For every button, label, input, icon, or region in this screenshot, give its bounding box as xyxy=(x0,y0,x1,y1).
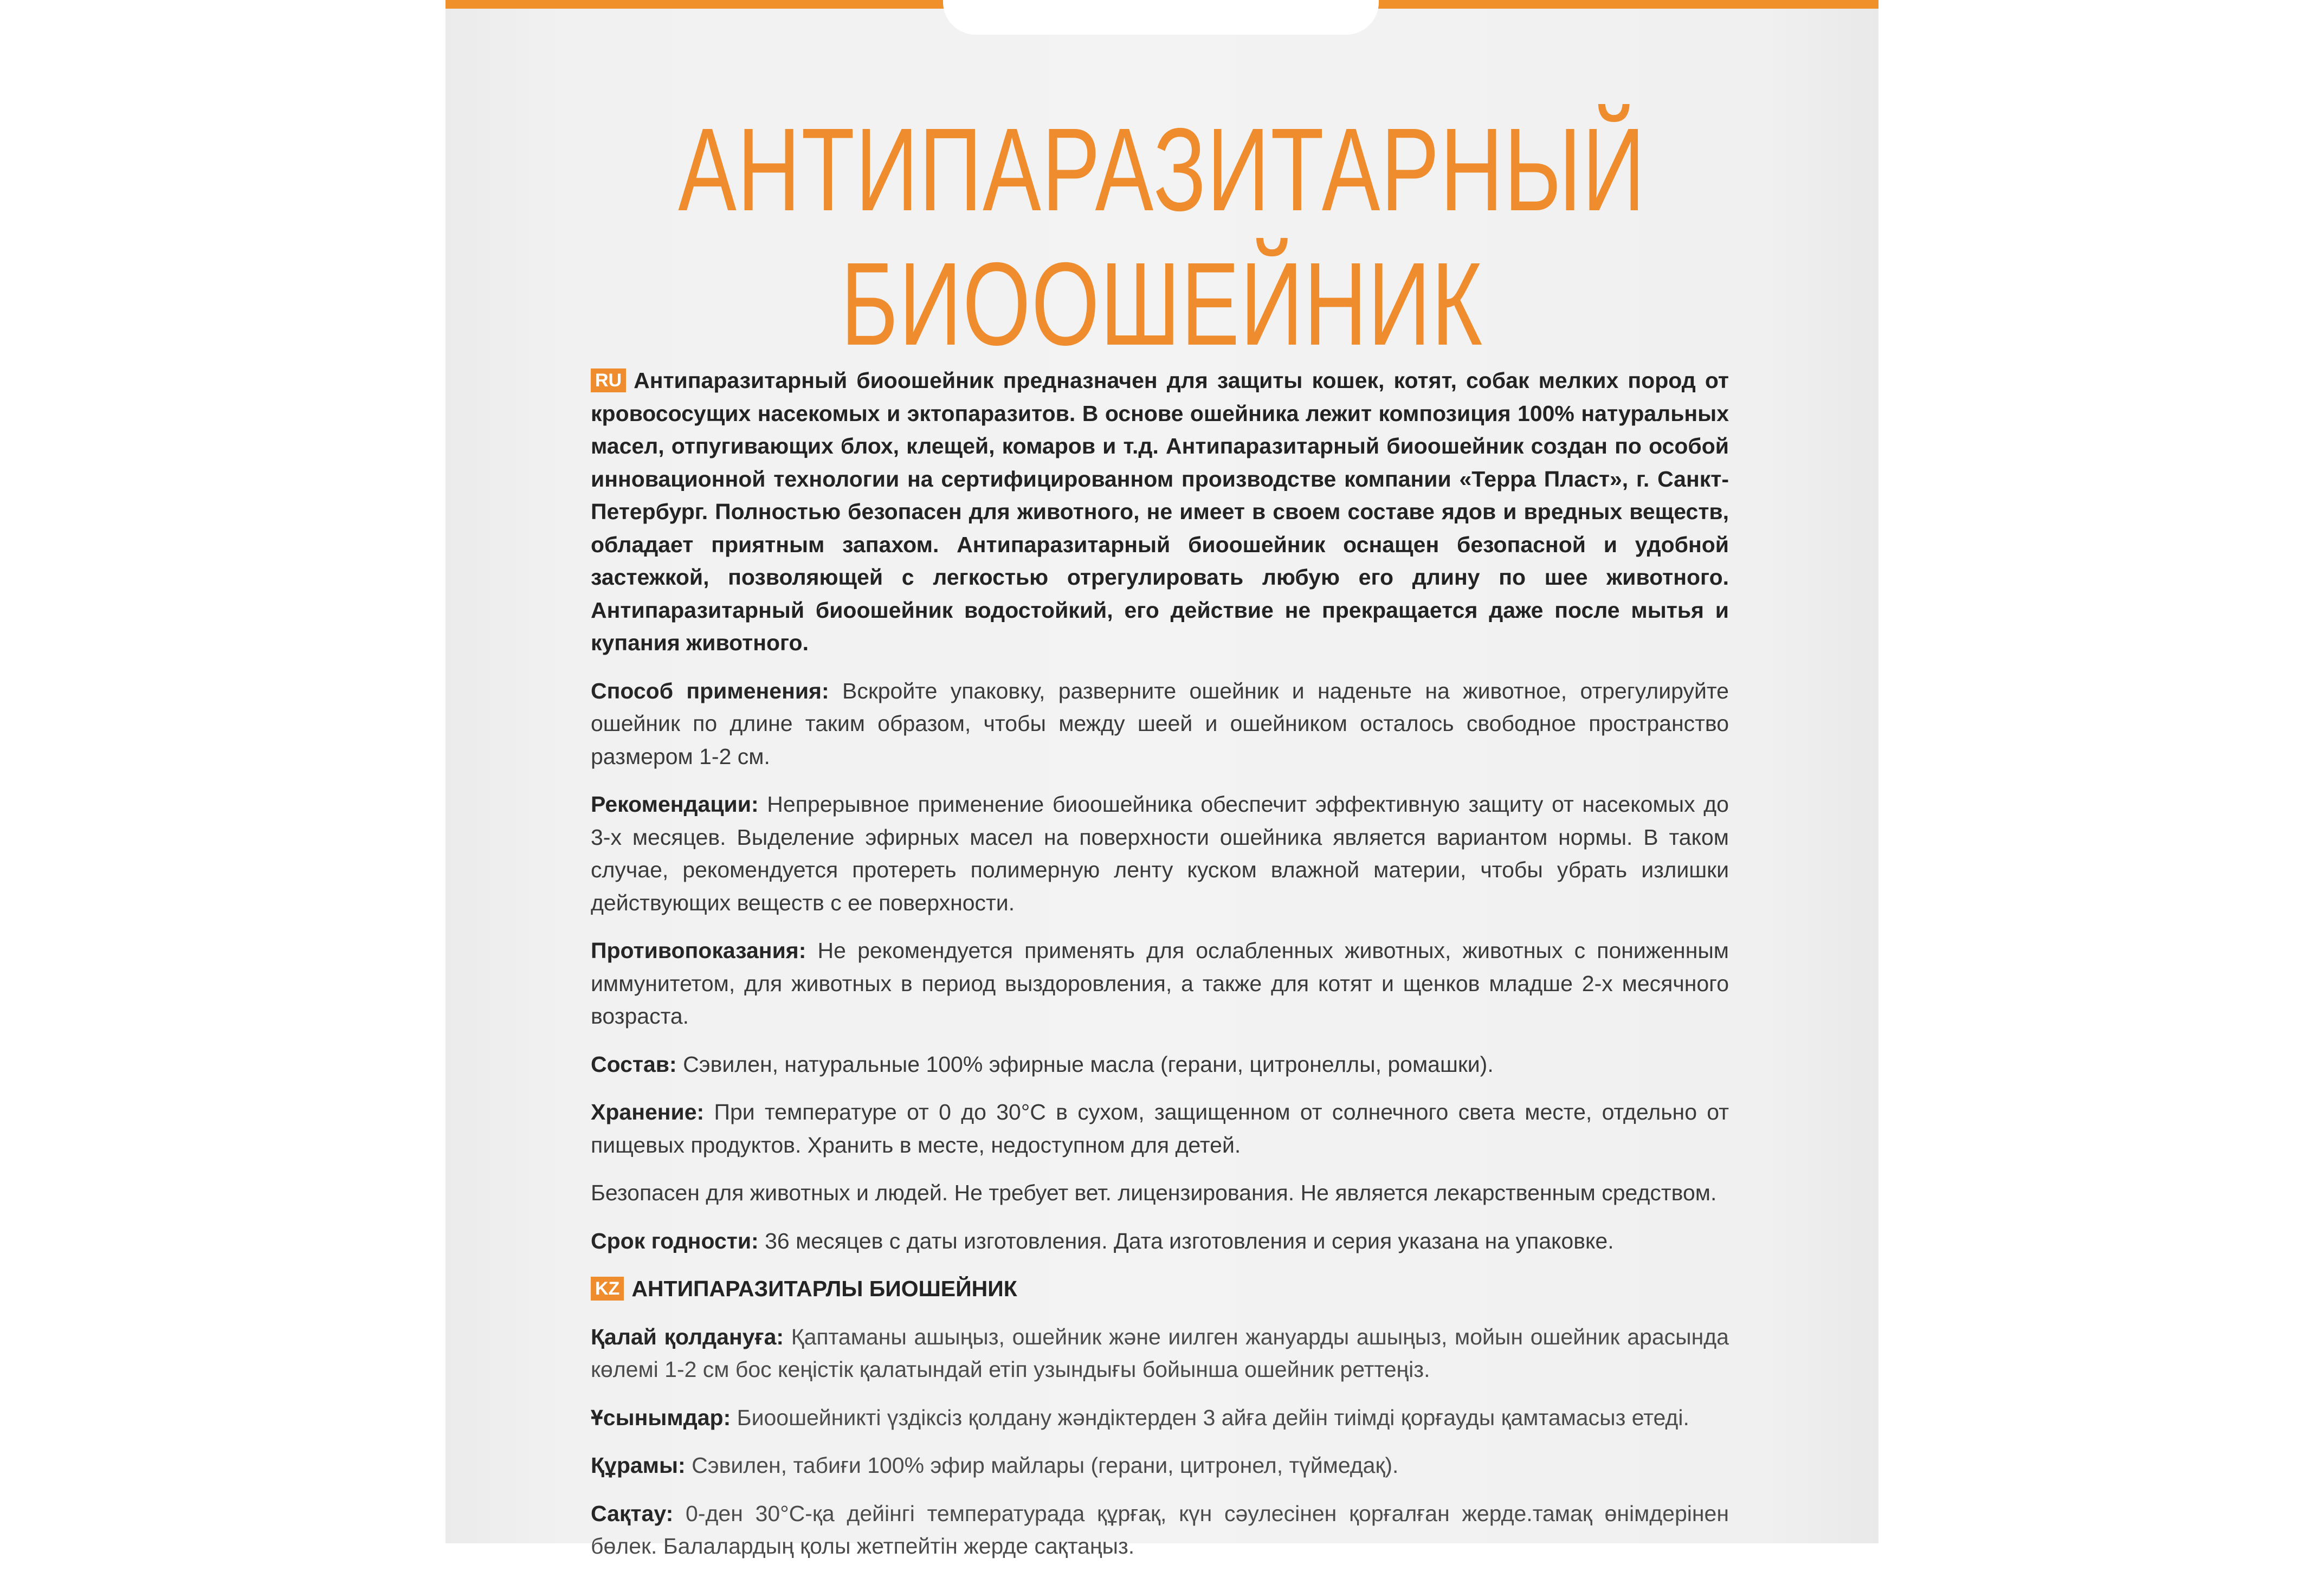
kz-language-tag: KZ xyxy=(591,1277,624,1301)
kz-heading-paragraph xyxy=(591,1272,1729,1305)
ru-composition-text: Сэвилен, натуральные 100% эфирные масла (герани, цитронеллы, ромашки). xyxy=(683,1051,1494,1077)
kz-storage-paragraph xyxy=(591,1497,1729,1563)
hang-hole-cutout xyxy=(943,0,1379,35)
kz-composition-label: Құрамы: xyxy=(591,1453,686,1478)
ru-contraindications-paragraph xyxy=(591,934,1729,1033)
ru-shelf-life-label: Срок годности: xyxy=(591,1228,759,1253)
ru-storage-label: Хранение: xyxy=(591,1100,705,1124)
kz-heading: АНТИПАРАЗИТАРЛЫ БИОШЕЙНИК xyxy=(631,1276,1017,1301)
kz-recommendations-label: Ұсынымдар: xyxy=(591,1405,731,1430)
instructions-text xyxy=(591,364,1729,1578)
ru-storage-text: При температуре от 0 до 30°С в сухом, защищенном от солнечного света месте, отдельно от пищевых продуктов. Хранить в месте, недоступном для детей. xyxy=(591,1100,1729,1157)
ru-usage-text: Вскройте упаковку, разверните ошейник и наденьте на животное, отрегулируйте ошейник по длине таким образом, чтобы между шеей и ошейником осталось свободное пространство размером 1-2 см. xyxy=(591,678,1729,769)
ru-recommendations-label: Рекомендации: xyxy=(591,792,759,817)
kz-composition-paragraph xyxy=(591,1449,1729,1482)
ru-recommendations-text: Непрерывное применение биоошейника обеспечит эффективную защиту от насекомых до 3-х месяцев. Выделение эфирных масел на поверхности ошейника является вариантом нормы. В таком случае, рекомендуется протереть полимерную ленту куском влажной материи, чтобы убрать излишки действующих веществ с ее поверхности. xyxy=(591,792,1729,915)
ru-recommendations-paragraph xyxy=(591,788,1729,919)
product-title-line1: АНТИПАРАЗИТАРНЫЙ xyxy=(678,104,1646,236)
kz-composition-text: Сэвилен, табиғи 100% эфир майлары (герани, цитронел, түймедақ). xyxy=(692,1453,1399,1478)
ru-composition-label: Состав: xyxy=(591,1051,677,1077)
ru-usage-label: Способ применения: xyxy=(591,678,829,703)
kz-usage-label: Қалай қолдануға: xyxy=(591,1324,784,1349)
kz-usage-text: Қаптаманы ашыңыз, ошейник және иилген жануарды ашыңыз, мойын ошейник арасында көлемі 1-2 см бос кеңістік қалатындай етіп узындығы бойынша ошейник реттеңіз. xyxy=(591,1324,1729,1382)
ru-safety-text: Безопасен для животных и людей. Не требует вет. лицензирования. Не является лекарственным средством. xyxy=(591,1180,1717,1205)
ru-composition-paragraph xyxy=(591,1048,1729,1081)
ru-storage-paragraph xyxy=(591,1096,1729,1161)
kz-recommendations-text: Биоошейникті үздіксіз қолдану жәндіктерден 3 айға дейін тиімді қорғауды қамтамасыз етеді. xyxy=(737,1405,1689,1430)
kz-storage-text: 0-ден 30°С-қа дейінгі температурада құрғақ, күн сәулесінен қорғалған жерде.тамақ өнімдерінен бөлек. Балалардың қолы жетпейтін жерде сақтаңыз. xyxy=(591,1501,1729,1558)
product-title-line2: БИООШЕЙНИК xyxy=(841,238,1483,370)
ru-shelf-life-text: 36 месяцев с даты изготовления. Дата изготовления и серия указана на упаковке. xyxy=(765,1228,1614,1253)
product-title xyxy=(632,103,1693,372)
ru-contraindications-label: Противопоказания: xyxy=(591,938,806,963)
ru-intro-text: Антипаразитарный биоошейник предназначен для защиты кошек, котят, собак мелких пород от кровососущих насекомых и эктопаразитов. В основе ошейника лежит композиция 100% натуральных масел, отпугивающих блох, клещей, комаров и т.д. Антипаразитарный биоошейник создан по особой инновационной технологии на сертифицированном производстве компании «Терра Пласт», г. Санкт-Петербург. Полностью безопасен для животного, не имеет в своем составе ядов и вредных веществ, обладает приятным запахом. Антипаразитарный биоошейник оснащен безопасной и удобной застежкой, позволяющей с легкостью отрегулировать любую его длину по шее животного. Антипаразитарный биоошейник водостойкий, его действие не прекращается даже после мытья и купания животного. xyxy=(591,368,1729,655)
package-card xyxy=(446,0,1878,1558)
kz-recommendations-paragraph xyxy=(591,1401,1729,1434)
kz-storage-label: Сақтау: xyxy=(591,1501,674,1526)
orange-top-strip-right xyxy=(1378,0,1878,9)
ru-language-tag: RU xyxy=(591,368,626,392)
ru-shelf-life-paragraph xyxy=(591,1225,1729,1258)
orange-top-strip-left xyxy=(446,0,944,9)
ru-contraindications-text: Не рекомендуется применять для ослабленных животных, животных с пониженным иммунитетом, для животных в период выздоровления, а также для котят и щенков младше 2-х месячного возраста. xyxy=(591,938,1729,1029)
ru-intro-paragraph xyxy=(591,364,1729,659)
kz-usage-paragraph xyxy=(591,1321,1729,1386)
ru-usage-paragraph xyxy=(591,675,1729,773)
